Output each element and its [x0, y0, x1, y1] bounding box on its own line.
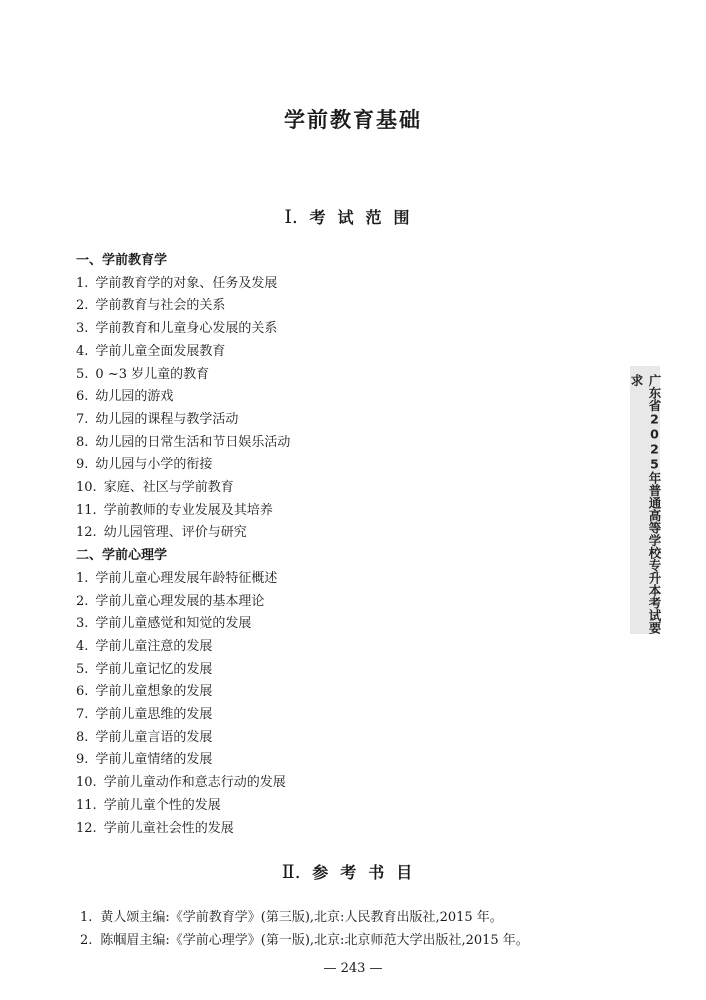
reference-number: 1.	[80, 910, 93, 925]
item-number: 10.	[76, 775, 97, 791]
item-number: 12.	[76, 525, 97, 541]
item-text: 学前儿童心理发展年龄特征概述	[95, 570, 278, 586]
section-title: 考试范围	[309, 208, 422, 227]
item-text: 学前教育学的对象、任务及发展	[95, 275, 278, 291]
section-heading-exam-scope	[0, 205, 706, 228]
item-number: 8.	[76, 729, 89, 745]
item-number: 4.	[76, 638, 89, 654]
list-item	[76, 341, 290, 364]
item-text: 学前儿童思维的发展	[95, 707, 213, 723]
side-tab-label: 广东省2025年普通高等学校专升本考试要求	[630, 366, 660, 634]
item-number: 12.	[76, 820, 97, 836]
section-heading-references	[0, 860, 706, 883]
item-number: 7.	[76, 707, 89, 723]
list-item	[76, 659, 290, 682]
item-text: 学前儿童全面发展教育	[95, 343, 226, 359]
list-item	[76, 681, 290, 704]
page-title: 学前教育基础	[284, 107, 422, 132]
item-text: 0 ~3 岁儿童的教育	[95, 366, 210, 382]
item-number: 4.	[76, 343, 89, 359]
list-item	[76, 704, 290, 727]
reference-item	[80, 906, 529, 929]
item-text: 学前儿童动作和意志行动的发展	[103, 775, 286, 791]
list-item	[76, 500, 290, 523]
list-item	[76, 636, 290, 659]
list-item	[76, 818, 290, 841]
item-text: 学前儿童记忆的发展	[95, 661, 213, 677]
reference-list	[80, 906, 529, 952]
item-number: 1.	[76, 275, 89, 291]
group-title: 一、学前教育学	[76, 253, 168, 268]
item-number: 3.	[76, 616, 89, 632]
item-number: 7.	[76, 411, 89, 427]
item-text: 幼儿园与小学的衔接	[95, 457, 213, 473]
list-item	[76, 454, 290, 477]
item-text: 学前儿童想象的发展	[95, 684, 213, 700]
item-text: 学前儿童社会性的发展	[103, 820, 234, 836]
item-text: 幼儿园的日常生活和节日娱乐活动	[95, 434, 291, 450]
item-number: 9.	[76, 752, 89, 768]
list-item	[76, 364, 290, 387]
list-item	[76, 613, 290, 636]
list-item	[76, 295, 290, 318]
item-number: 10.	[76, 480, 97, 496]
item-text: 学前儿童感觉和知觉的发展	[95, 616, 252, 632]
item-number: 11.	[76, 502, 97, 518]
item-text: 家庭、社区与学前教育	[103, 480, 234, 496]
item-text: 学前儿童心理发展的基本理论	[95, 593, 265, 609]
list-item	[76, 795, 290, 818]
list-item	[76, 749, 290, 772]
item-number: 3.	[76, 321, 89, 337]
reference-text: 黄人颂主编:《学前教育学》(第三版),北京:人民教育出版社,2015 年。	[100, 910, 503, 925]
item-number: 5.	[76, 661, 89, 677]
reference-text: 陈帼眉主编:《学前心理学》(第一版),北京:北京师范大学出版社,2015 年。	[100, 933, 529, 948]
item-number: 6.	[76, 684, 89, 700]
exam-scope-list	[76, 250, 290, 840]
item-number: 1.	[76, 570, 89, 586]
item-text: 学前儿童情绪的发展	[95, 752, 213, 768]
item-number: 2.	[76, 593, 89, 609]
list-item	[76, 409, 290, 432]
list-item	[76, 727, 290, 750]
list-item	[76, 591, 290, 614]
item-number: 11.	[76, 797, 97, 813]
item-number: 5.	[76, 366, 89, 382]
item-number: 6.	[76, 389, 89, 405]
section-title: 参考书目	[312, 863, 425, 882]
list-item	[76, 772, 290, 795]
list-item	[76, 273, 290, 296]
list-item	[76, 568, 290, 591]
list-item	[76, 522, 290, 545]
item-text: 学前教育与社会的关系	[95, 298, 226, 314]
item-number: 2.	[76, 298, 89, 314]
item-text: 学前教育和儿童身心发展的关系	[95, 321, 278, 337]
item-text: 学前教师的专业发展及其培养	[103, 502, 273, 518]
reference-number: 2.	[80, 933, 93, 948]
item-number: 8.	[76, 434, 89, 450]
group-title: 二、学前心理学	[76, 548, 168, 564]
item-number: 9.	[76, 457, 89, 473]
item-text: 幼儿园管理、评价与研究	[103, 525, 247, 541]
item-text: 幼儿园的课程与教学活动	[95, 411, 239, 427]
item-text: 学前儿童个性的发展	[103, 797, 221, 813]
section-number: Ⅰ.	[284, 206, 298, 228]
item-text: 幼儿园的游戏	[95, 389, 174, 405]
page-number: — 243 —	[323, 961, 383, 976]
list-item	[76, 318, 290, 341]
item-text: 学前儿童言语的发展	[95, 729, 213, 745]
list-item	[76, 386, 290, 409]
reference-item	[80, 929, 529, 952]
item-text: 学前儿童注意的发展	[95, 638, 213, 654]
section-number: Ⅱ.	[281, 861, 301, 883]
list-item	[76, 432, 290, 455]
list-item	[76, 477, 290, 500]
